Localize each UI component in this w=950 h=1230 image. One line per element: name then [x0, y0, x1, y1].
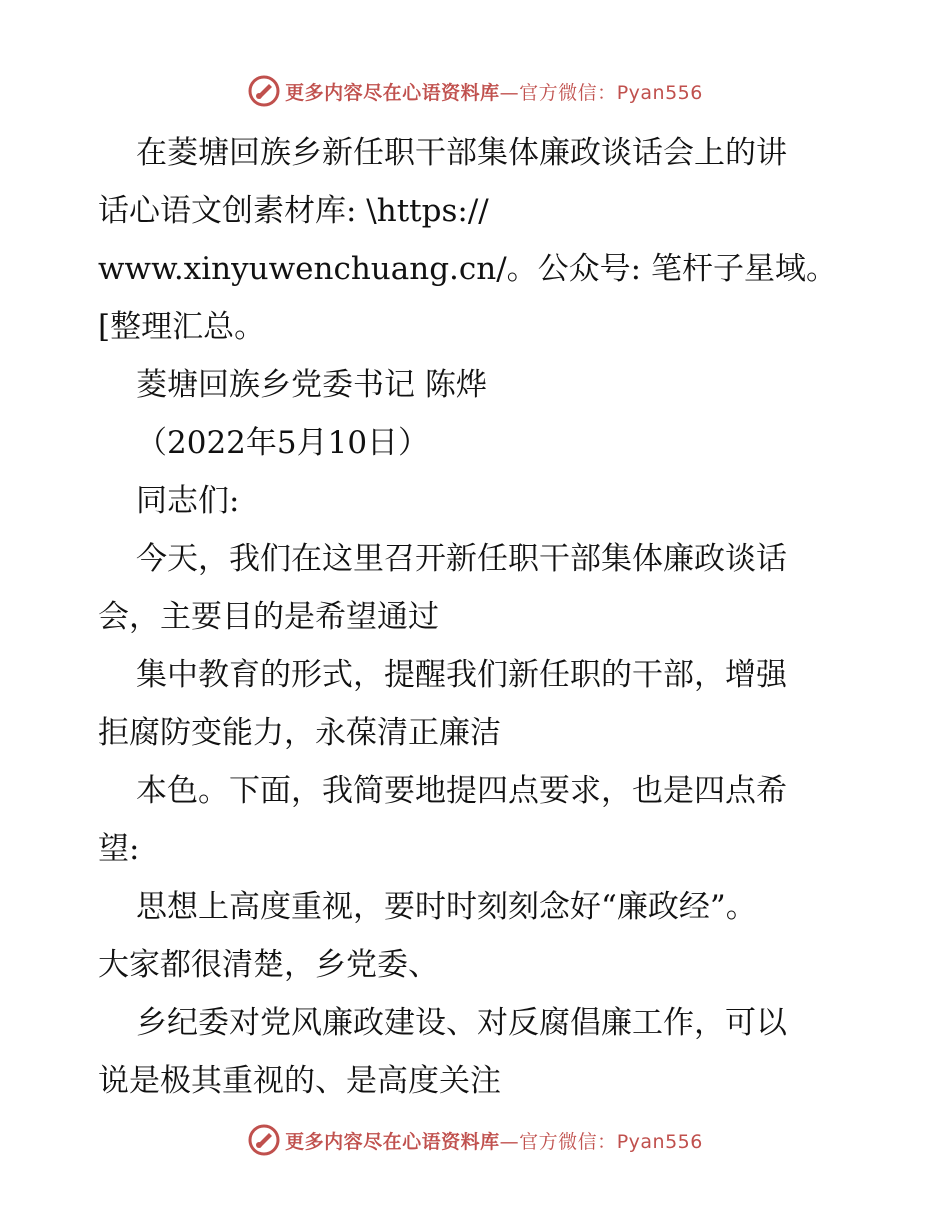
author-line: 菱塘回族乡党委书记 陈烨 — [136, 367, 487, 403]
title-line: 话心语文创素材库: \https:// — [98, 193, 489, 229]
paragraph-line: 说是极其重视的、是高度关注 — [98, 1063, 501, 1099]
banner-text: 更多内容尽在心语资料库—官方微信：Pyan556 — [285, 1130, 703, 1153]
date-line: （2022年5月10日） — [136, 425, 430, 461]
paragraph-line: 今天，我们在这里召开新任职干部集体廉政谈话 — [136, 541, 787, 577]
paragraph-line: 本色。下面，我简要地提四点要求，也是四点希 — [136, 773, 787, 809]
paragraph-line: 集中教育的形式，提醒我们新任职的干部，增强 — [136, 657, 787, 693]
salutation: 同志们: — [136, 483, 240, 519]
text-line: www.xinyuwenchuang.cn/。公众号: 笔杆子星域。 — [98, 251, 837, 287]
banner-text: 更多内容尽在心语资料库—官方微信：Pyan556 — [285, 81, 703, 104]
paragraph-line: 会，主要目的是希望通过 — [98, 599, 439, 635]
paragraph-line: 望: — [98, 831, 140, 867]
logo-icon — [247, 1123, 281, 1157]
title-line: 在菱塘回族乡新任职干部集体廉政谈话会上的讲 — [136, 135, 787, 171]
document-body — [98, 124, 858, 1110]
logo-icon — [247, 74, 281, 108]
paragraph-line: 乡纪委对党风廉政建设、对反腐倡廉工作，可以 — [136, 1005, 787, 1041]
paragraph-line: 大家都很清楚，乡党委、 — [98, 947, 439, 983]
paragraph-line: 拒腐防变能力，永葆清正廉洁 — [98, 715, 501, 751]
text-line: [整理汇总。 — [98, 309, 266, 345]
footer-banner — [0, 1120, 950, 1160]
header-banner — [0, 71, 950, 111]
paragraph-line: 思想上高度重视，要时时刻刻念好“廉政经”。 — [136, 889, 757, 925]
